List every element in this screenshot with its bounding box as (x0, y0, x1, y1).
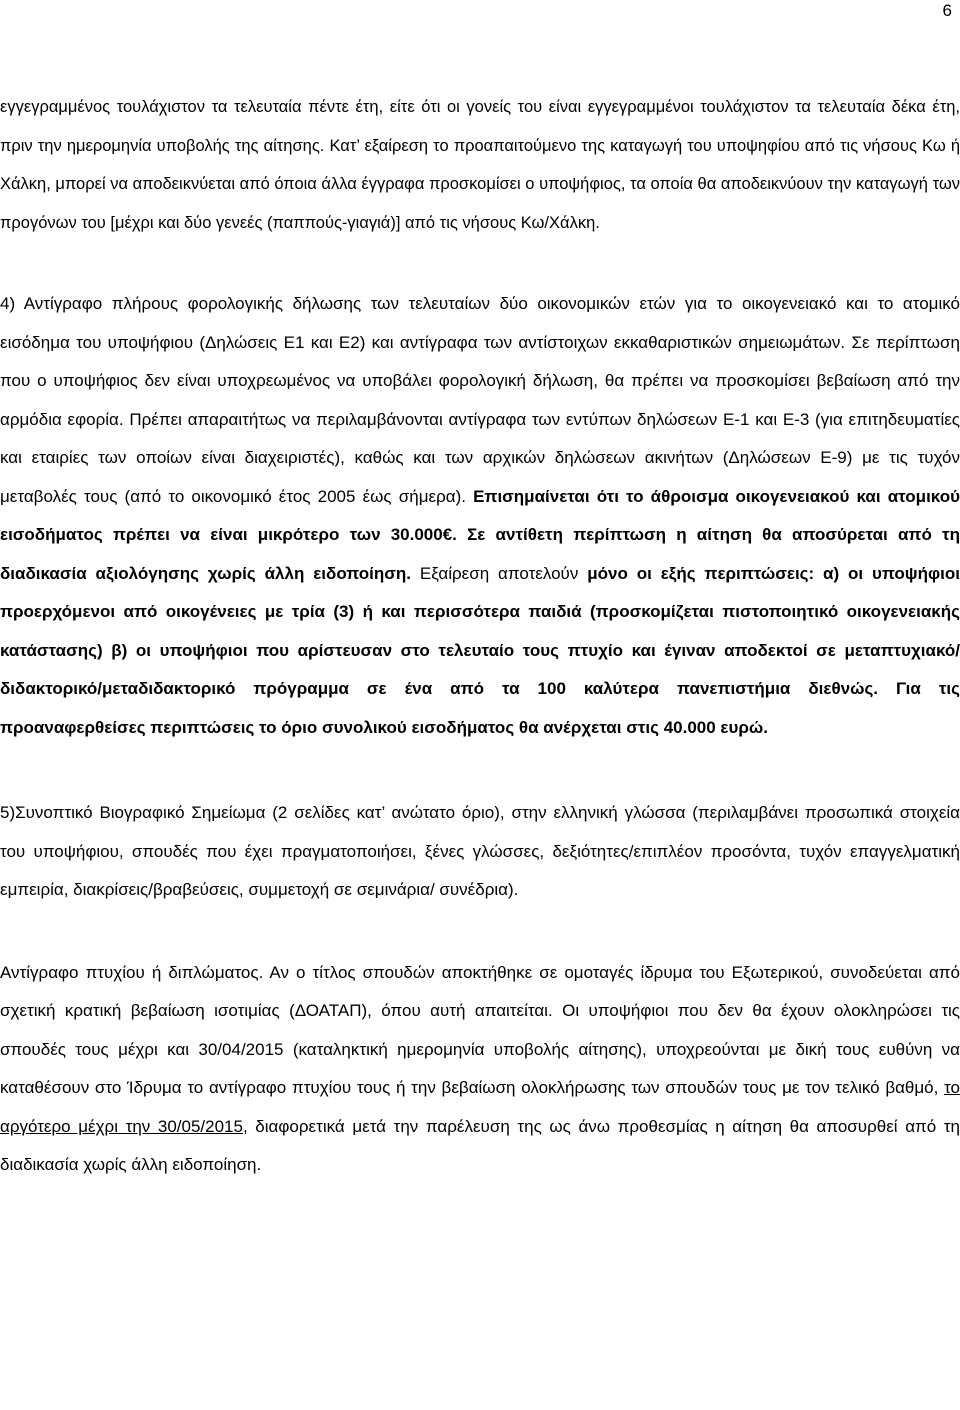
paragraph-origin-requirement (0, 88, 960, 242)
paragraph-text: 4) Αντίγραφο πλήρους φορολογικής δήλωσης των τελευταίων δύο οικονομικών ετών για το οικογενειακό και το ατομικό εισόδημα του υποψήφιου (Δηλώσεις Ε1 και Ε2) και αντίγραφα των αντίστοιχων εκκαθαριστικών σημειωμάτων. Σε περίπτωση που ο υποψήφιος δεν είναι υποχρεωμένος να υποβάλει φορολογική δήλωση, θα πρέπει να προσκομίσει βεβαίωση από την αρμόδια εφορία. Πρέπει απαραιτήτως να περιλαμβάνονται αντίγραφα των εντύπων δηλώσεων Ε-1 και Ε-3 (για επιτηδευματίες και εταιρίες των οποίων είναι διαχειριστές), καθώς και των αρχικών δηλώσεων ακινήτων (Δηλώσεων Ε-9) με τις τυχόν μεταβολές τους (από το οικονομικό έτος 2005 έως σήμερα). (0, 294, 960, 506)
paragraph-degree-copy (0, 954, 960, 1185)
document-body (0, 88, 960, 1185)
paragraph-tax-declaration (0, 285, 960, 747)
bold-exceptions: μόνο οι εξής περιπτώσεις: α) οι υποψήφιοι προερχόμενοι από οικογένειες με τρία (3) ή και περισσότερα παιδιά (προσκομίζεται πιστοποιητικό οικογενειακής κατάστασης) β) οι υποψήφιοι που αρίστευσαν στο τελευταίο τους πτυχίο και έγιναν αποδεκτοί σε μεταπτυχιακό/διδακτορικό/μεταδιδακτορικό πρόγραμμα σε ένα από τα 100 καλύτερα πανεπιστήμια διεθνώς. Για τις προαναφερθείσες περιπτώσεις το όριο συνολικού εισοδήματος θα ανέρχεται στις 40.000 ευρώ. (0, 563, 960, 737)
page-number: 6 (942, 1, 952, 20)
bold-income-limit: Επισημαίνεται ότι το άθροισμα οικογενειακού και ατομικού εισοδήματος πρέπει να είναι μικρότερο των 30.000€. Σε αντίθετη περίπτωση η αίτηση θα αποσύρεται από τη διαδικασία αξιολόγησης χωρίς άλλη ειδοποίηση. (0, 486, 960, 583)
paragraph-cv (0, 794, 960, 910)
paragraph-text: 5)Συνοπτικό Βιογραφικό Σημείωμα (2 σελίδες κατ’ ανώτατο όριο), στην ελληνική γλώσσα (περιλαμβάνει προσωπικά στοιχεία του υποψήφιου, σπουδές που έχει πραγματοποιήσει, ξένες γλώσσες, δεξιότητες/επιπλέον προσόντα, τυχόν επαγγελματική εμπειρία, διακρίσεις/βραβεύσεις, συμμετοχή σε σεμινάρια/ συνέδρια). (0, 803, 960, 899)
paragraph-text: Αντίγραφο πτυχίου ή διπλώματος. Αν ο τίτλος σπουδών αποκτήθηκε σε ομοταγές ίδρυμα του Εξωτερικού, συνοδεύεται από σχετική κρατική βεβαίωση ισοτιμίας (ΔΟΑΤΑΠ), όπου αυτή απαιτείται. Οι υποψήφιοι που δεν θα έχουν ολοκληρώσει τις σπουδές τους μέχρι και 30/04/2015 (καταληκτική ημερομηνία υποβολής αίτησης), υποχρεούνται με δική τους ευθύνη να καταθέσουν στο Ίδρυμα το αντίγραφο πτυχίου τους ή την βεβαίωση ολοκλήρωσης των σπουδών τους με τον τελικό βαθμό, (0, 962, 960, 1097)
underlined-deadline: το αργότερο μέχρι την 30/05/2015 (0, 1078, 960, 1136)
paragraph-text: εγγεγραμμένος τουλάχιστον τα τελευταία πέντε έτη, είτε ότι οι γονείς του είναι εγγεγραμμένοι τουλάχιστον τα τελευταία δέκα έτη, πριν την ημερομηνία υποβολής της αίτησης. Κατ’ εξαίρεση το προαπαιτούμενο της καταγωγή του υποψηφίου από τις νήσους Κω ή Χάλκη, μπορεί να αποδεικνύεται από όποια άλλα έγγραφα προσκομίσει ο υποψήφιος, τα οποία θα αποδεικνύουν την καταγωγή των προγόνων του [μέχρι και δύο γενεές (παππούς-γιαγιά)] από τις νήσους Κω/Χάλκη. (0, 98, 960, 232)
paragraph-text: Εξαίρεση αποτελούν (419, 563, 588, 583)
paragraph-text: , διαφορετικά μετά την παρέλευση της ως άνω προθεσμίας η αίτηση θα αποσυρθεί από τη διαδικασία χωρίς άλλη ειδοποίηση. (0, 1116, 960, 1174)
